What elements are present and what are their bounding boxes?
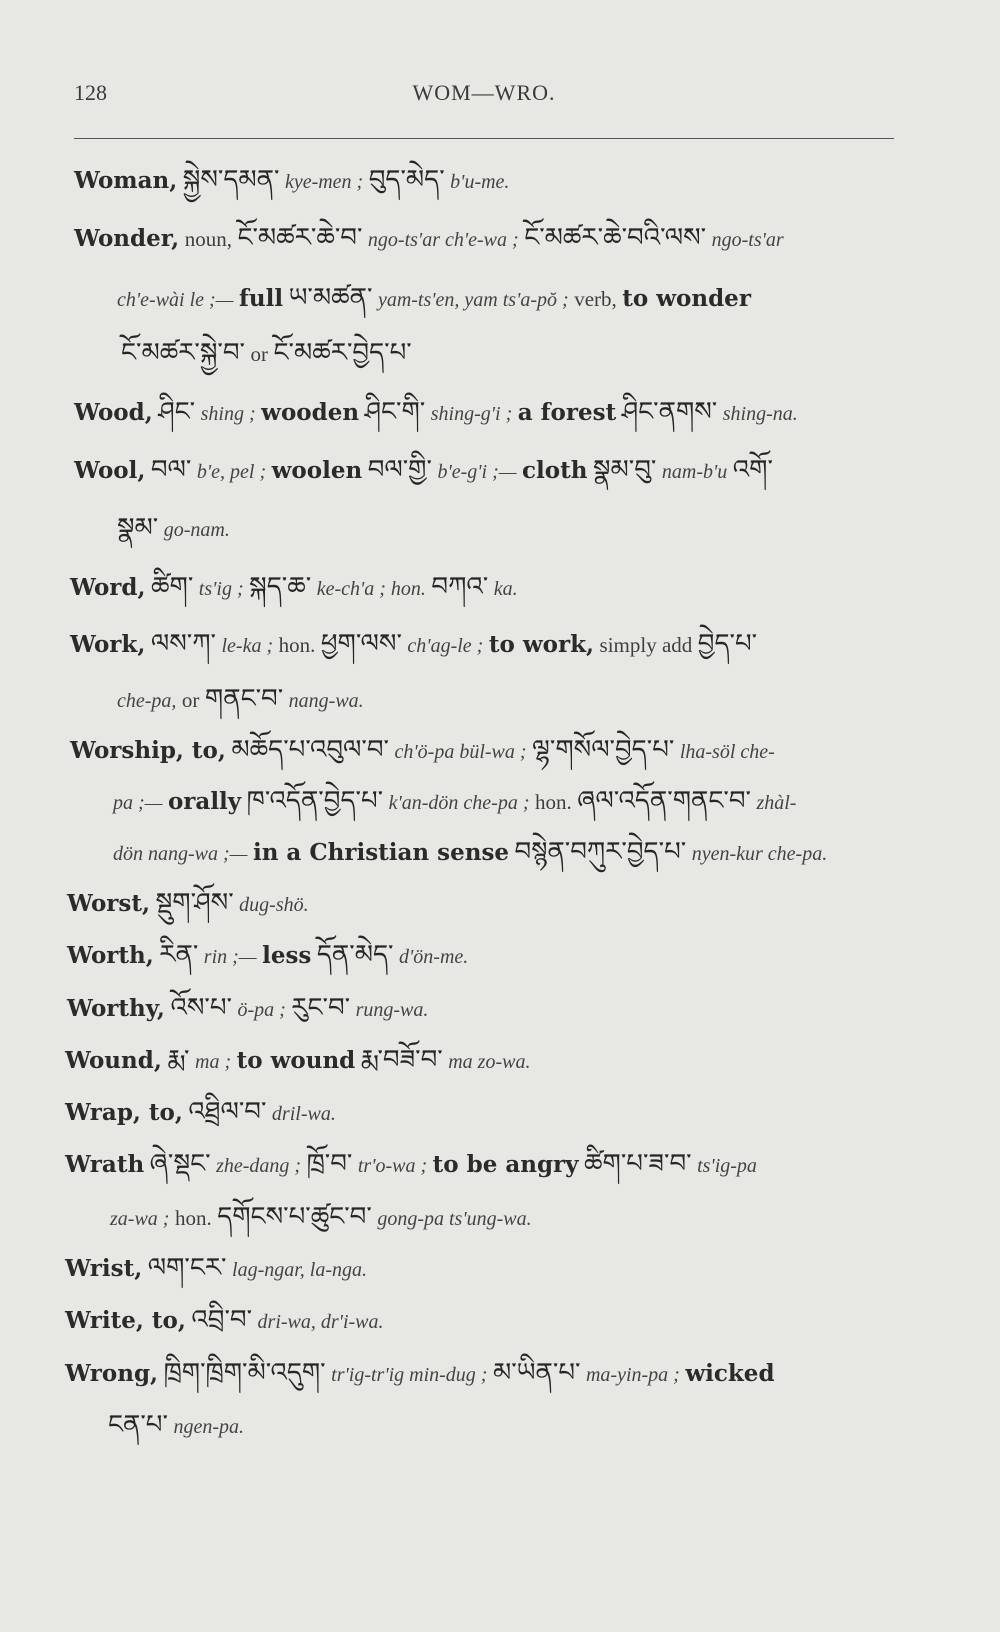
- transliteration: zhàl-: [756, 792, 797, 814]
- transliteration: ma ;: [195, 1051, 232, 1073]
- headword: Wrath: [65, 1151, 145, 1178]
- transliteration: ngo-ts'ar: [711, 229, 784, 251]
- tibetan-script: འོས་པ་: [170, 993, 232, 1023]
- english-phrase: in a Christian sense: [252, 839, 510, 866]
- page-header: [74, 80, 894, 120]
- transliteration: d'ön-me.: [399, 946, 469, 968]
- transliteration: pa ;—: [113, 792, 163, 814]
- transliteration: dri-wa, dr'i-wa.: [257, 1311, 384, 1333]
- transliteration: ngen-pa.: [173, 1416, 244, 1438]
- transliteration: ka.: [493, 578, 518, 600]
- transliteration: che-pa,: [117, 690, 177, 712]
- transliteration: ch'ag-le ;: [407, 635, 484, 657]
- transliteration: b'u-me.: [450, 171, 510, 193]
- headword: Wool,: [74, 457, 146, 484]
- transliteration: ngo-ts'ar ch'e-wa ;: [367, 229, 519, 251]
- tibetan-script: འཐྲིལ་བ་: [188, 1097, 267, 1127]
- tibetan-script: རྨ་བཟོ་བ་: [360, 1045, 443, 1075]
- tibetan-script: སྡུག་ཤོས་: [155, 888, 234, 918]
- headword: Worthy,: [67, 995, 165, 1022]
- transliteration: ma-yin-pa ;: [585, 1364, 680, 1386]
- english-phrase: cloth: [522, 457, 588, 484]
- tibetan-script: ཁྲོ་བ་: [306, 1149, 353, 1179]
- tibetan-script: རིན་: [159, 940, 199, 970]
- page-number: 128: [74, 80, 107, 105]
- tibetan-script: ཞེ་སྡང་: [149, 1149, 211, 1179]
- transliteration: nyen-kur che-pa.: [691, 843, 828, 865]
- tibetan-script: རུང་བ་: [291, 993, 351, 1023]
- transliteration: ke-ch'a ; hon.: [316, 578, 426, 600]
- transliteration: shing-na.: [722, 403, 798, 425]
- tibetan-script: དགོངས་པ་ཚུང་བ་: [217, 1202, 372, 1232]
- transliteration: le-ka ;: [221, 635, 274, 657]
- tibetan-script: བཀའ་: [431, 572, 489, 602]
- tibetan-script: ལས་ཀ་: [150, 629, 216, 659]
- tibetan-script: ཁྲིག་ཁྲིག་མི་འདུག་: [163, 1358, 326, 1388]
- transliteration: ma zo-wa.: [448, 1051, 531, 1073]
- entry-line: [117, 281, 751, 317]
- entry-line: [121, 336, 412, 371]
- tibetan-script: སྐྱེས་དམན་: [182, 165, 280, 195]
- header-rule: [74, 138, 894, 139]
- transliteration: zhe-dang ;: [216, 1155, 302, 1177]
- headword: Write, to,: [65, 1307, 186, 1334]
- tibetan-script: ངོ་མཚར་བྱེད་པ་: [273, 338, 412, 368]
- tibetan-script: ལག་ངར་: [147, 1253, 227, 1283]
- tibetan-script: ངོ་མཚར་ཆེ་བའི་ལས་: [524, 223, 707, 253]
- entry-line: [70, 733, 775, 769]
- transliteration: ts'ig ;: [198, 578, 244, 600]
- headword: Wound,: [65, 1047, 162, 1074]
- entry-line: [74, 453, 773, 489]
- entry-line: [108, 1408, 244, 1444]
- headword: Worth,: [67, 942, 154, 969]
- transliteration: kye-men ;: [284, 171, 364, 193]
- english-phrase: to be angry: [432, 1151, 579, 1178]
- tibetan-script: སྐད་ཆ་: [249, 572, 312, 602]
- english-phrase: full: [238, 285, 284, 312]
- headword: Wrap, to,: [65, 1099, 183, 1126]
- entry-line: [65, 1147, 757, 1183]
- tibetan-script: ལྷ་གསོལ་བྱེད་པ་: [532, 735, 675, 765]
- transliteration: rung-wa.: [355, 999, 429, 1021]
- tibetan-script: བསྙེན་བཀུར་བྱེད་པ་: [514, 837, 687, 867]
- headword: Woman,: [74, 167, 178, 194]
- tibetan-script: ཡ་མཚན་: [288, 283, 373, 313]
- tibetan-script: བལ་: [150, 455, 192, 485]
- gloss-text: hon.: [534, 790, 572, 814]
- transliteration: b'e-g'i ;—: [437, 461, 517, 483]
- tibetan-script: བུད་མེད་: [368, 165, 445, 195]
- tibetan-script: འགོ་: [732, 455, 773, 485]
- transliteration: rin ;—: [203, 946, 257, 968]
- transliteration: shing ;: [200, 403, 256, 425]
- english-phrase: wooden: [261, 399, 360, 426]
- tibetan-script: ངན་པ་: [108, 1410, 168, 1440]
- tibetan-script: ཚིག་: [151, 572, 194, 602]
- transliteration: lha-söl che-: [679, 741, 775, 763]
- entry-line: [117, 682, 364, 718]
- tibetan-script: གནང་བ་: [204, 684, 284, 714]
- entry-line: [70, 570, 518, 606]
- transliteration: ch'e-wài le ;—: [117, 289, 234, 311]
- headword: Wrist,: [65, 1255, 143, 1282]
- english-phrase: wicked: [685, 1360, 775, 1387]
- entry-line: [65, 1095, 336, 1131]
- tibetan-script: ཞལ་འདོན་གནང་བ་: [577, 786, 751, 816]
- entry-line: [113, 835, 827, 871]
- tibetan-script: ངོ་མཚར་ཆེ་བ་: [237, 223, 363, 253]
- tibetan-script: ཤིང་: [158, 397, 196, 427]
- entry-line: [67, 886, 309, 922]
- entry-line: [74, 395, 798, 431]
- entry-line: [117, 511, 230, 547]
- tibetan-script: ངོ་མཚར་སྐྱེ་བ་: [121, 338, 246, 368]
- tibetan-script: འབྲི་བ་: [191, 1305, 253, 1335]
- transliteration: nang-wa.: [288, 690, 364, 712]
- entry-line: [65, 1251, 367, 1287]
- english-phrase: woolen: [271, 457, 363, 484]
- transliteration: za-wa ;: [110, 1208, 170, 1230]
- headword: Worship, to,: [70, 737, 226, 764]
- transliteration: gong-pa ts'ung-wa.: [377, 1208, 532, 1230]
- entry-line: [74, 163, 509, 199]
- entry-line: [110, 1200, 532, 1236]
- transliteration: shing-g'i ;: [430, 403, 513, 425]
- entry-line: [74, 221, 784, 257]
- headword: Worst,: [67, 890, 150, 917]
- english-phrase: to work,: [488, 631, 595, 658]
- english-phrase: less: [262, 942, 312, 969]
- transliteration: ö-pa ;: [237, 999, 286, 1021]
- transliteration: dön nang-wa ;—: [113, 843, 248, 865]
- tibetan-script: ཁ་འདོན་བྱེད་པ་: [246, 786, 384, 816]
- tibetan-script: དོན་མེད་: [316, 940, 394, 970]
- tibetan-script: བལ་གྱི་: [367, 455, 432, 485]
- gloss-text: hon.: [278, 633, 316, 657]
- running-title: WOM—WRO.: [412, 80, 556, 105]
- tibetan-script: མཆོད་པ་འབུལ་བ་: [231, 735, 390, 765]
- tibetan-script: ཤིང་གི་: [364, 397, 426, 427]
- transliteration: ts'ig-pa: [697, 1155, 757, 1177]
- entry-line: [70, 627, 757, 663]
- transliteration: tr'ig-tr'ig min-dug ;: [331, 1364, 488, 1386]
- transliteration: dril-wa.: [271, 1103, 336, 1125]
- transliteration: tr'o-wa ;: [357, 1155, 428, 1177]
- tibetan-script: སྣམ་: [117, 513, 159, 543]
- entry-line: [65, 1356, 775, 1392]
- headword: Wood,: [74, 399, 153, 426]
- tibetan-script: མ་ཡིན་པ་: [492, 1358, 581, 1388]
- entry-line: [65, 1043, 530, 1079]
- transliteration: ch'ö-pa bül-wa ;: [394, 741, 527, 763]
- transliteration: nam-b'u: [661, 461, 728, 483]
- gloss-text: or: [181, 688, 200, 712]
- gloss-text: or: [250, 342, 269, 366]
- tibetan-script: ཕྱག་ལས་: [320, 629, 402, 659]
- tibetan-script: བྱེད་པ་: [697, 629, 758, 659]
- gloss-text: noun,: [184, 227, 232, 251]
- headword: Word,: [70, 574, 146, 601]
- gloss-text: simply add: [599, 633, 693, 657]
- gloss-text: hon.: [174, 1206, 212, 1230]
- transliteration: b'e, pel ;: [196, 461, 267, 483]
- english-phrase: orally: [167, 788, 242, 815]
- tibetan-script: ཚིག་པ་ཟ་བ་: [584, 1149, 692, 1179]
- headword: Wrong,: [65, 1360, 159, 1387]
- entry-line: [67, 991, 428, 1027]
- gloss-text: verb,: [574, 287, 617, 311]
- english-phrase: to wonder: [622, 285, 751, 312]
- transliteration: lag-ngar, la-nga.: [232, 1259, 368, 1281]
- entry-line: [67, 938, 468, 974]
- english-phrase: to wound: [236, 1047, 356, 1074]
- headword: Wonder,: [74, 225, 180, 252]
- transliteration: yam-ts'en, yam ts'a-pŏ ;: [377, 289, 569, 311]
- entry-line: [65, 1303, 384, 1339]
- tibetan-script: ཤིང་ནགས་: [621, 397, 718, 427]
- tibetan-script: རྨ་: [167, 1045, 190, 1075]
- english-phrase: a forest: [517, 399, 617, 426]
- tibetan-script: སྣམ་བུ་: [592, 455, 657, 485]
- transliteration: go-nam.: [163, 519, 230, 541]
- headword: Work,: [70, 631, 146, 658]
- transliteration: k'an-dön che-pa ;: [388, 792, 530, 814]
- transliteration: dug-shö.: [239, 894, 309, 916]
- entry-line: [113, 784, 796, 820]
